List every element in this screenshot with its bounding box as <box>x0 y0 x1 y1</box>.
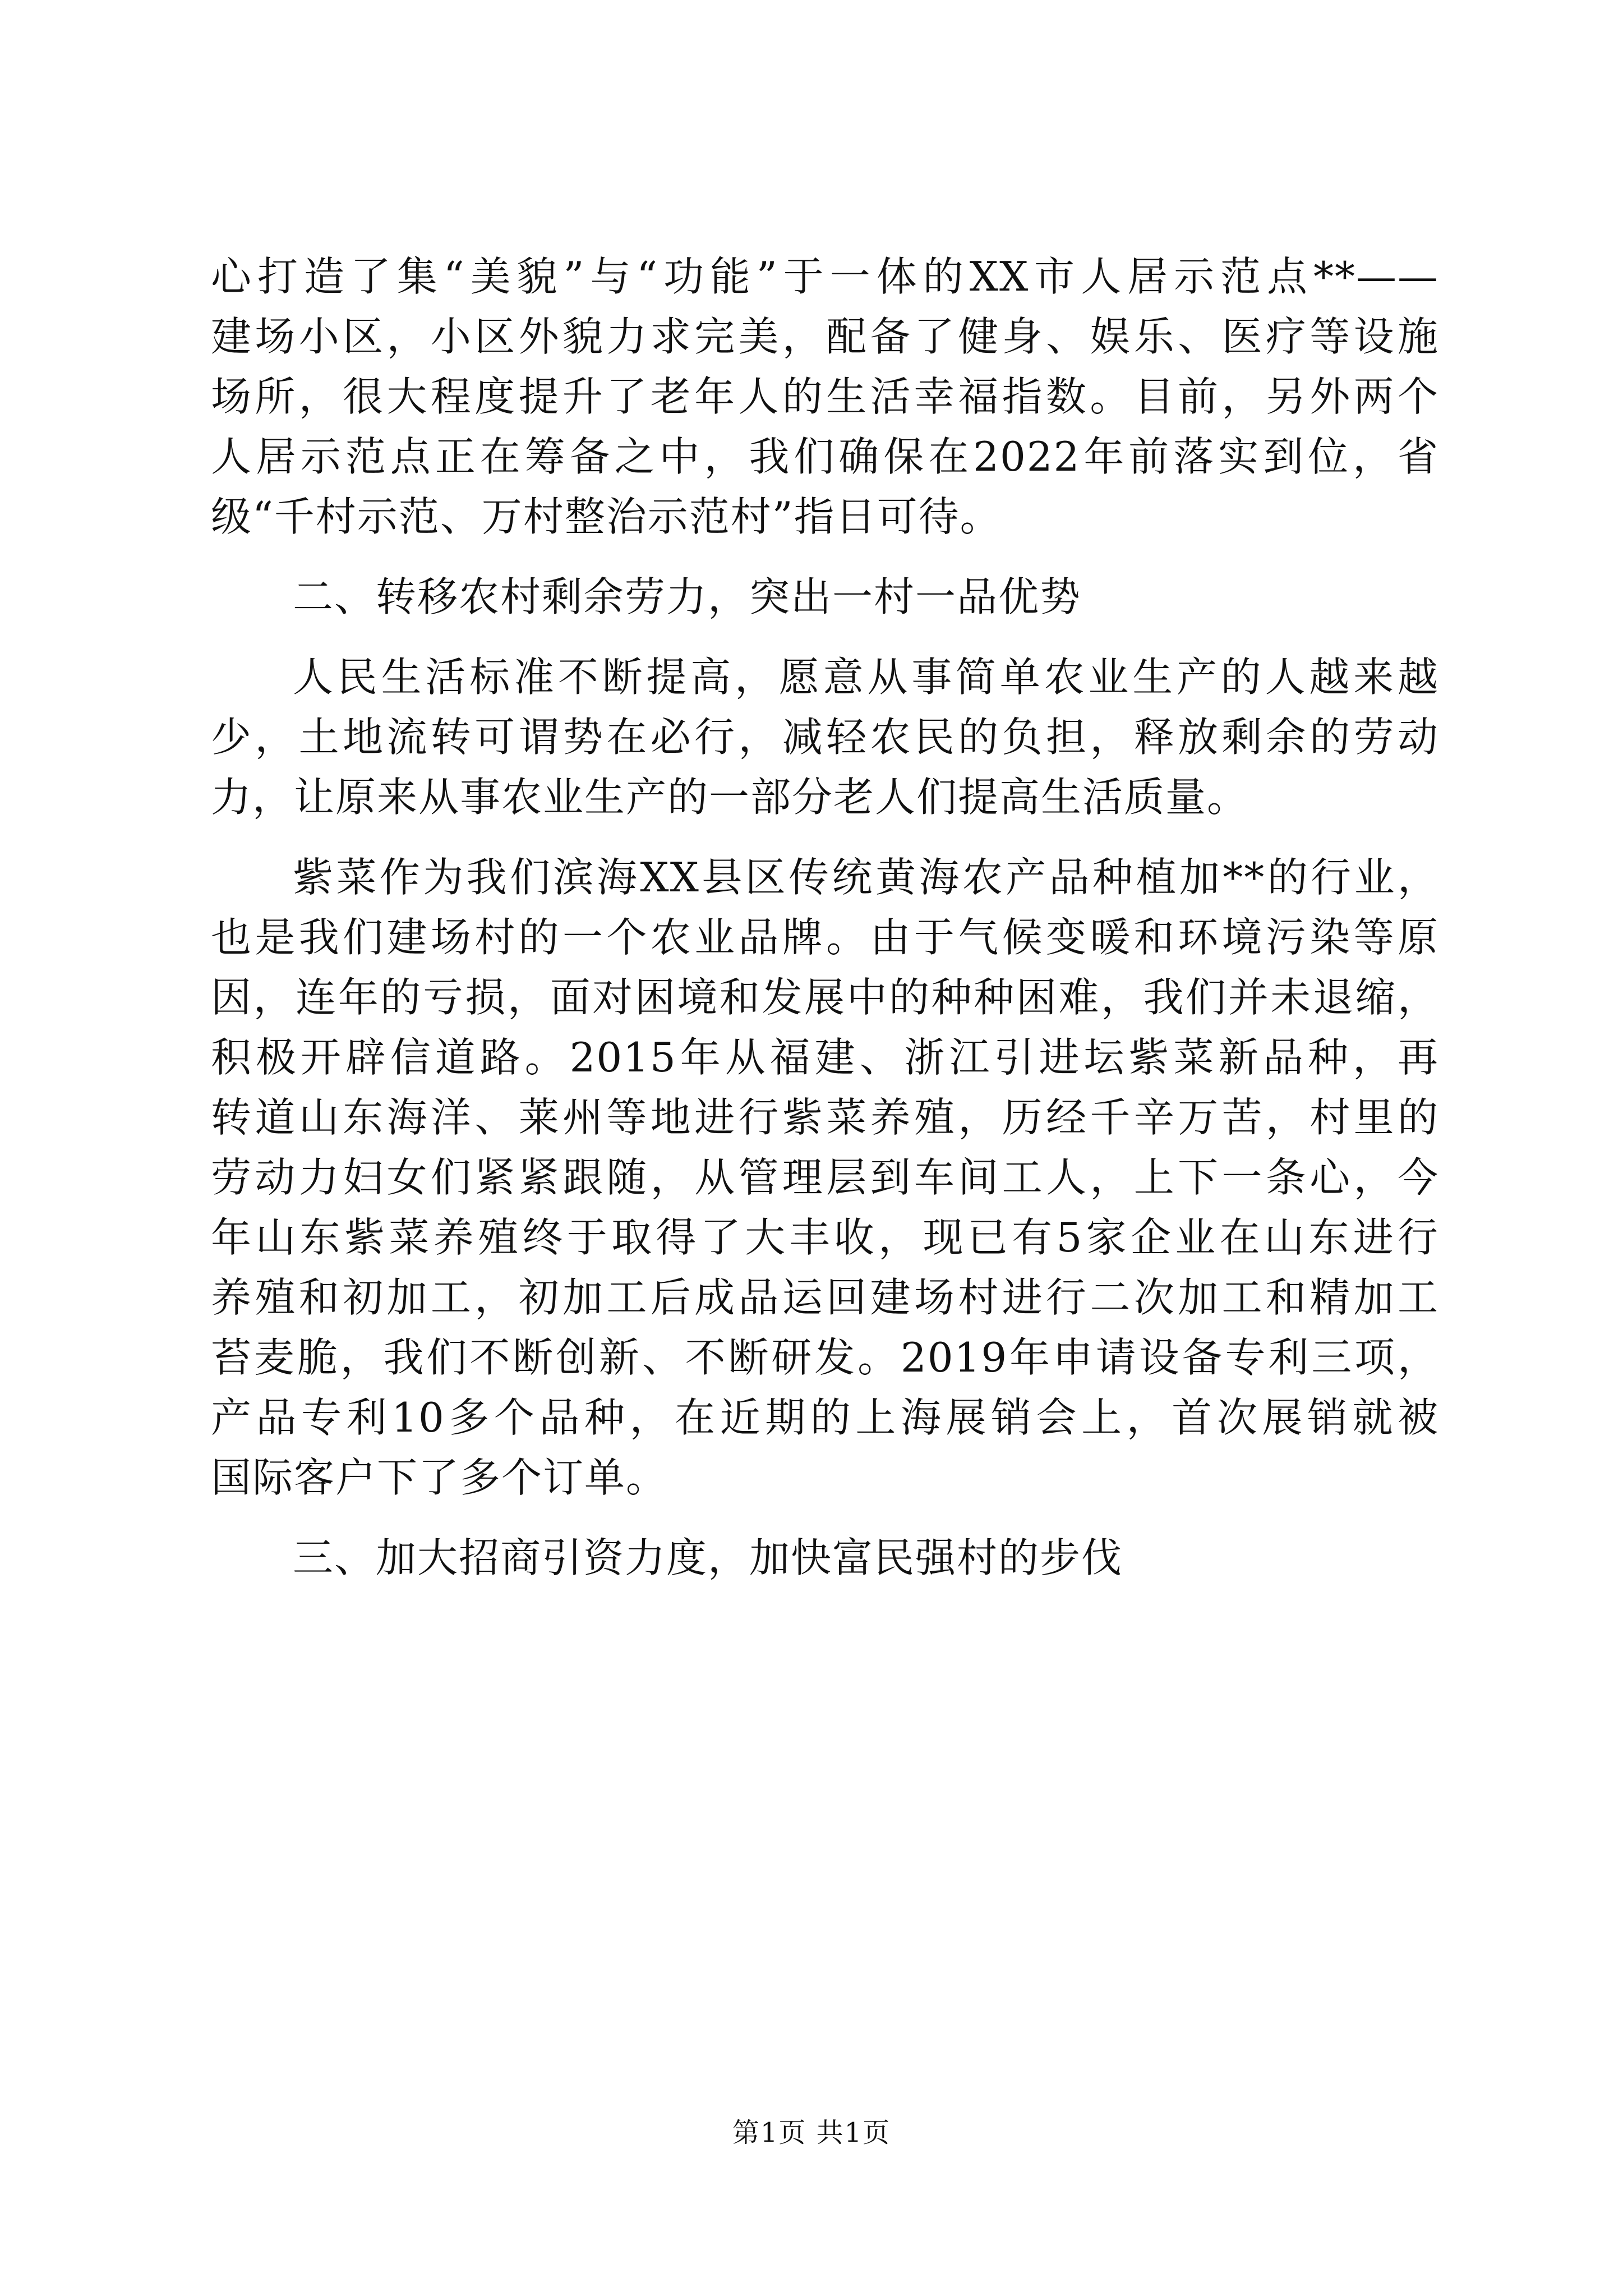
text-line: 养殖和初加工，初加工后成品运回建场村进行二次加工和精加工 <box>211 1274 1439 1321</box>
text-line: 级“千村示范、万村整治示范村”指日可待。 <box>211 493 1002 540</box>
text-line: 人居示范点正在筹备之中，我们确保在2022年前落实到位，省 <box>211 433 1439 480</box>
section-heading: 二、转移农村剩余劳力，突出一村一品优势 <box>293 573 1082 620</box>
text-line: 力，让原来从事农业生产的一部分老人们提高生活质量。 <box>211 774 1249 821</box>
text-line: 建场小区，小区外貌力求完美，配备了健身、娱乐、医疗等设施 <box>211 313 1439 360</box>
text-line: 人民生活标准不断提高，愿意从事简单农业生产的人越来越 <box>293 654 1439 701</box>
text-line: 紫菜作为我们滨海XX县区传统黄海农产品种植加**的行业， <box>293 854 1439 901</box>
text-line: 国际客户下了多个订单。 <box>211 1454 668 1501</box>
page-footer: 第1页 共1页 <box>732 2117 891 2148</box>
text-line: 因，连年的亏损，面对困境和发展中的种种困难，我们并未退缩， <box>211 974 1439 1021</box>
text-line: 心打造了集“美貌”与“功能”于一体的XX市人居示范点**—— <box>211 253 1439 300</box>
text-line: 苔麦脆，我们不断创新、不断研发。2019年申请设备专利三项， <box>211 1334 1439 1381</box>
text-line: 劳动力妇女们紧紧跟随，从管理层到车间工人，上下一条心，今 <box>211 1154 1439 1201</box>
text-line: 场所，很大程度提升了老年人的生活幸福指数。目前，另外两个 <box>211 373 1439 420</box>
text-line: 少，土地流转可谓势在必行，减轻农民的负担，释放剩余的劳动 <box>211 714 1439 761</box>
text-line: 积极开辟信道路。2015年从福建、浙江引进坛紫菜新品种，再 <box>211 1034 1439 1081</box>
text-line: 产品专利10多个品种，在近期的上海展销会上，首次展销就被 <box>211 1394 1439 1441</box>
text-line: 年山东紫菜养殖终于取得了大丰收，现已有5家企业在山东进行 <box>211 1214 1439 1261</box>
document-body <box>211 247 1439 1588</box>
text-line: 转道山东海洋、莱州等地进行紫菜养殖，历经千辛万苦，村里的 <box>211 1094 1439 1141</box>
text-line: 也是我们建场村的一个农业品牌。由于气候变暖和环境污染等原 <box>211 914 1439 961</box>
section-heading: 三、加大招商引资力度，加快富民强村的步伐 <box>293 1534 1123 1581</box>
